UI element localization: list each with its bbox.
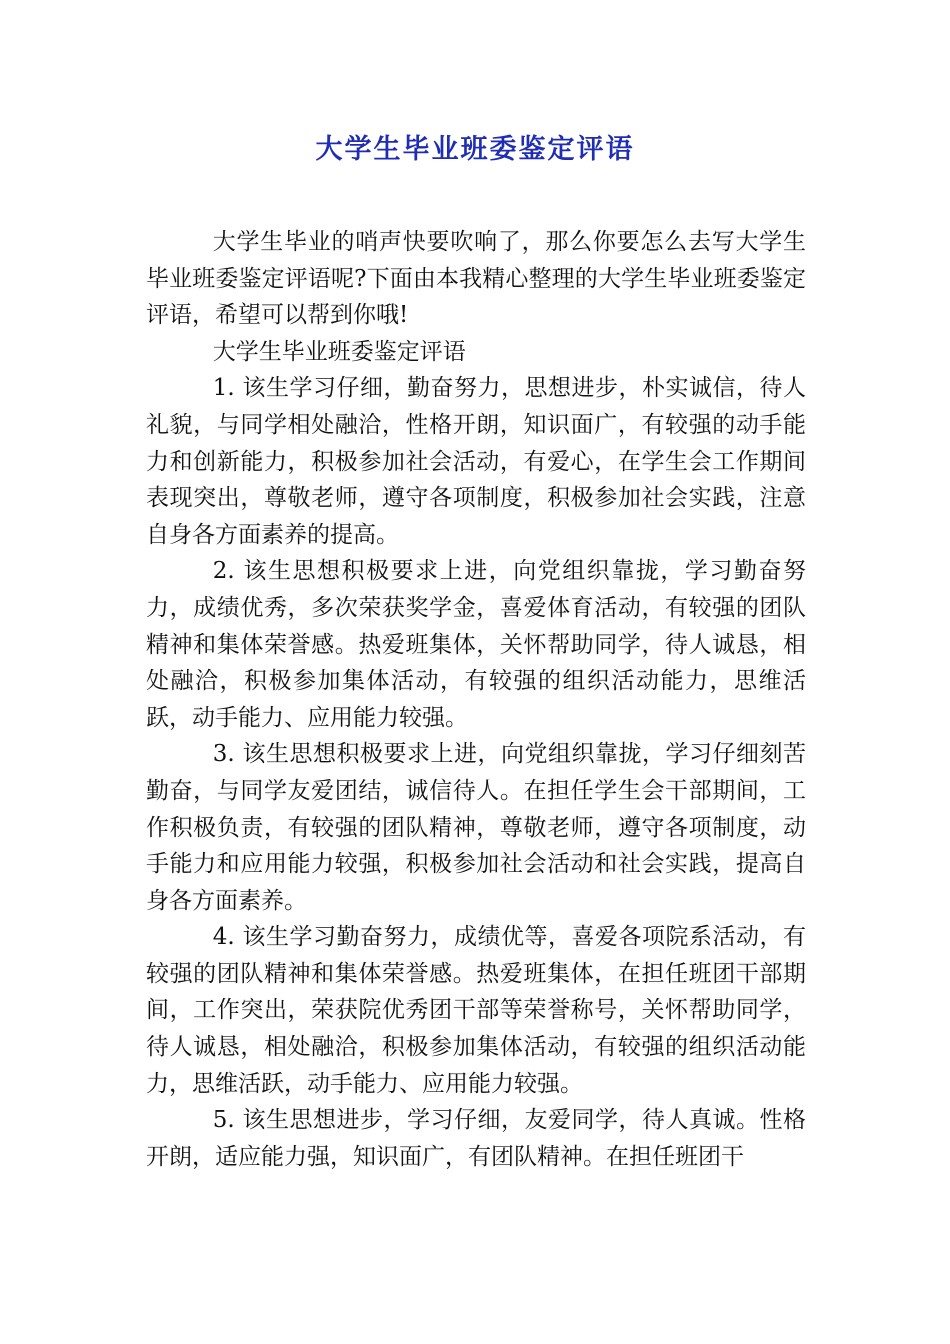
comment-item-5: 5. 该生思想进步，学习仔细，友爱同学，待人真诚。性格开朗，适应能力强，知识面广，有团队精神。在担任班团干 <box>146 1107 806 1170</box>
comment-item-1: 1. 该生学习仔细，勤奋努力，思想进步，朴实诚信，待人礼貌，与同学相处融洽，性格开朗，知识面广，有较强的动手能力和创新能力，积极参加社会活动，有爱心，在学生会工作期间表现突出，尊敬老师，遵守各项制度，积极参加社会实践，注意自身各方面素养的提高。 <box>146 375 806 548</box>
document-body <box>146 224 806 1175</box>
comment-item-4: 4. 该生学习勤奋努力，成绩优等，喜爱各项院系活动，有较强的团队精神和集体荣誉感。热爱班集体，在担任班团干部期间，工作突出，荣获院优秀团干部等荣誉称号，关怀帮助同学，待人诚恳，相处融洽，积极参加集体活动，有较强的组织活动能力，思维活跃，动手能力、应用能力较强。 <box>146 924 806 1097</box>
section-heading: 大学生毕业班委鉴定评语 <box>212 338 466 365</box>
comment-item-2: 2. 该生思想积极要求上进，向党组织靠拢，学习勤奋努力，成绩优秀，多次荣获奖学金，喜爱体育活动，有较强的团队精神和集体荣誉感。热爱班集体，关怀帮助同学，待人诚恳，相处融洽，积极参加集体活动，有较强的组织活动能力，思维活跃，动手能力、应用能力较强。 <box>146 558 806 731</box>
document-title: 大学生毕业班委鉴定评语 <box>315 134 635 165</box>
intro-paragraph: 大学生毕业的哨声快要吹响了，那么你要怎么去写大学生毕业班委鉴定评语呢?下面由本我精心整理的大学生毕业班委鉴定评语，希望可以帮到你哦! <box>146 229 806 329</box>
comment-item-3: 3. 该生思想积极要求上进，向党组织靠拢，学习仔细刻苦勤奋，与同学友爱团结，诚信待人。在担任学生会干部期间，工作积极负责，有较强的团队精神，尊敬老师，遵守各项制度，动手能力和应用能力较强，积极参加社会活动和社会实践，提高自身各方面素养。 <box>146 741 806 914</box>
